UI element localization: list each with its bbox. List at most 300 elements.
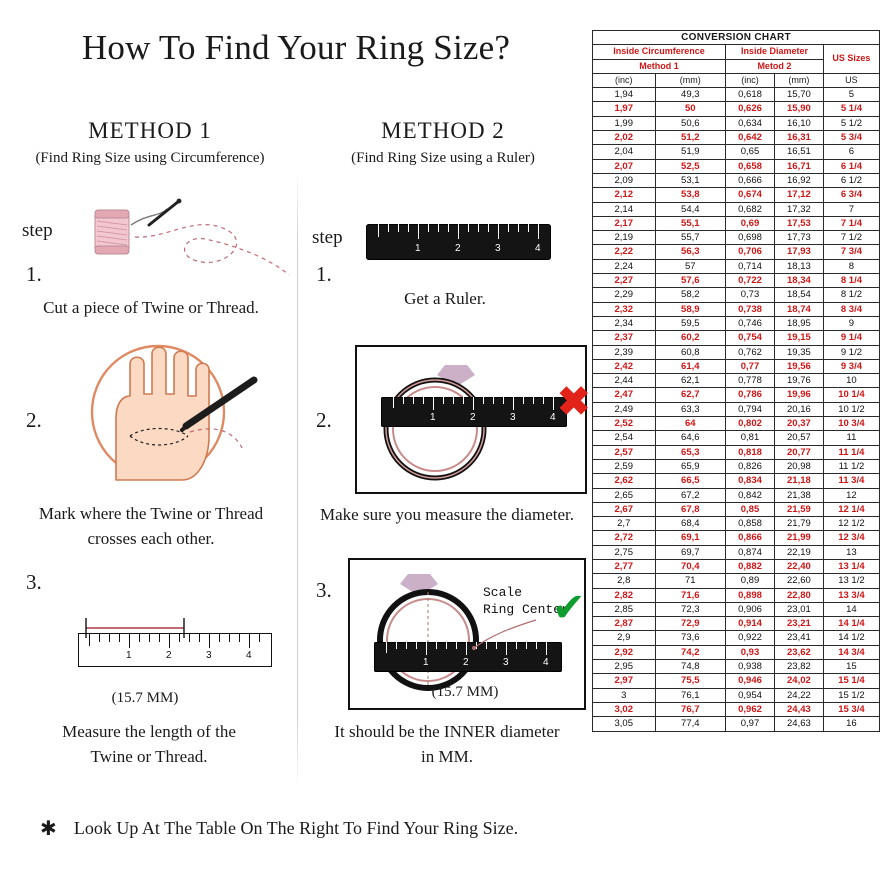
table-row (593, 459, 880, 473)
table-cell-col-2: 72,3 (655, 602, 726, 616)
table-cell-col-3: 0,706 (726, 245, 775, 259)
table-cell-col-2: 64 (655, 417, 726, 431)
table-cell-col-5: 11 3/4 (823, 474, 879, 488)
table-row (593, 531, 880, 545)
ruler-number-3: 3 (206, 650, 212, 661)
table-cell-col-1: 2,72 (593, 531, 656, 545)
table-cell-col-2: 59,5 (655, 316, 726, 330)
table-cell-col-1: 2,19 (593, 231, 656, 245)
table-row (593, 474, 880, 488)
table-cell-col-4: 22,60 (774, 574, 823, 588)
table-cell-col-5: 6 1/4 (823, 159, 879, 173)
table-cell-col-4: 20,37 (774, 417, 823, 431)
table-cell-col-2: 70,4 (655, 559, 726, 573)
table-cell-col-2: 50 (655, 102, 726, 116)
table-cell-col-5: 5 1/2 (823, 116, 879, 130)
table-cell-col-1: 2,12 (593, 188, 656, 202)
table-cell-col-1: 1,94 (593, 88, 656, 102)
table-cell-col-1: 2,7 (593, 517, 656, 531)
table-row (593, 488, 880, 502)
table-cell-col-5: 6 (823, 145, 879, 159)
table-cell-col-1: 2,97 (593, 674, 656, 688)
table-cell-col-5: 11 1/4 (823, 445, 879, 459)
table-cell-col-5: 8 (823, 259, 879, 273)
method-2-step-1-number: 1. (316, 262, 332, 286)
ruler-number-1: 1 (126, 650, 132, 661)
table-cell-col-4: 21,38 (774, 488, 823, 502)
table-cell-col-5: 13 1/2 (823, 574, 879, 588)
sub-header-method-1: Method 1 (593, 59, 726, 73)
chart-title: CONVERSION CHART (593, 31, 880, 45)
table-cell-col-3: 0,754 (726, 331, 775, 345)
conversion-table-body (593, 88, 880, 731)
table-cell-col-1: 1,99 (593, 116, 656, 130)
ruler-number-1: 1 (430, 412, 436, 423)
table-cell-col-2: 76,7 (655, 702, 726, 716)
table-cell-col-4: 22,80 (774, 588, 823, 602)
method-1-step-3-caption-line1: Measure the length of the (62, 722, 236, 741)
table-cell-col-1: 3,02 (593, 702, 656, 716)
table-cell-col-5: 8 1/4 (823, 274, 879, 288)
table-cell-col-2: 61,4 (655, 359, 726, 373)
table-cell-col-3: 0,962 (726, 702, 775, 716)
table-cell-col-5: 15 1/2 (823, 688, 879, 702)
method-2-header (298, 118, 588, 167)
table-cell-col-5: 7 1/2 (823, 231, 879, 245)
table-cell-col-1: 2,29 (593, 288, 656, 302)
table-cell-col-2: 52,5 (655, 159, 726, 173)
table-cell-col-4: 16,31 (774, 131, 823, 145)
table-cell-col-2: 54,4 (655, 202, 726, 216)
method-2-measure-label: (15.7 MM) (431, 684, 499, 700)
unit-inc-1: (inc) (593, 73, 656, 87)
table-cell-col-1: 2,92 (593, 645, 656, 659)
table-cell-col-3: 0,77 (726, 359, 775, 373)
table-cell-col-1: 2,85 (593, 602, 656, 616)
table-cell-col-4: 16,92 (774, 173, 823, 187)
method-1-step-3-number: 3. (26, 570, 42, 594)
table-cell-col-4: 17,53 (774, 216, 823, 230)
table-cell-col-2: 65,9 (655, 459, 726, 473)
table-row (593, 345, 880, 359)
table-row (593, 374, 880, 388)
table-cell-col-1: 2,44 (593, 374, 656, 388)
table-cell-col-4: 23,82 (774, 660, 823, 674)
table-row (593, 88, 880, 102)
table-cell-col-5: 15 1/4 (823, 674, 879, 688)
table-cell-col-2: 63,3 (655, 402, 726, 416)
method-2-subtitle: (Find Ring Size using a Ruler) (351, 150, 535, 166)
table-row (593, 102, 880, 116)
table-cell-col-2: 73,6 (655, 631, 726, 645)
table-cell-col-5: 10 3/4 (823, 417, 879, 431)
table-cell-col-5: 8 1/2 (823, 288, 879, 302)
table-cell-col-4: 19,56 (774, 359, 823, 373)
table-row (593, 274, 880, 288)
table-cell-col-2: 53,1 (655, 173, 726, 187)
group-header-circumference: Inside Circumference (593, 45, 726, 59)
table-cell-col-1: 2,95 (593, 660, 656, 674)
table-row (593, 173, 880, 187)
table-cell-col-4: 19,96 (774, 388, 823, 402)
table-cell-col-5: 7 (823, 202, 879, 216)
table-cell-col-4: 17,93 (774, 245, 823, 259)
table-row (593, 116, 880, 130)
table-row (593, 145, 880, 159)
table-cell-col-1: 2,47 (593, 388, 656, 402)
table-cell-col-1: 2,77 (593, 559, 656, 573)
ruler-number-1: 1 (423, 657, 429, 668)
ruler-number-2: 2 (463, 657, 469, 668)
method-1-title: METHOD 1 (88, 118, 212, 143)
method-1-measure-label: (15.7 MM) (111, 690, 179, 706)
table-cell-col-1: 2,04 (593, 145, 656, 159)
table-cell-col-5: 13 (823, 545, 879, 559)
table-cell-col-3: 0,738 (726, 302, 775, 316)
table-cell-col-1: 2,62 (593, 474, 656, 488)
table-cell-col-4: 22,40 (774, 559, 823, 573)
table-row (593, 388, 880, 402)
table-cell-col-1: 2,65 (593, 488, 656, 502)
table-cell-col-5: 12 1/2 (823, 517, 879, 531)
table-row (593, 402, 880, 416)
table-cell-col-4: 18,54 (774, 288, 823, 302)
sub-header-method-2: Metod 2 (726, 59, 824, 73)
table-cell-col-4: 17,73 (774, 231, 823, 245)
table-cell-col-2: 62,7 (655, 388, 726, 402)
method-2-step-3-number: 3. (316, 578, 332, 602)
table-cell-col-2: 71,6 (655, 588, 726, 602)
table-cell-col-4: 21,79 (774, 517, 823, 531)
table-cell-col-4: 23,21 (774, 617, 823, 631)
table-row (593, 717, 880, 731)
table-cell-col-1: 2,22 (593, 245, 656, 259)
ruler-number-2: 2 (166, 650, 172, 661)
ruler-number-2: 2 (455, 243, 461, 254)
table-row (593, 288, 880, 302)
table-cell-col-5: 15 3/4 (823, 702, 879, 716)
table-cell-col-4: 21,18 (774, 474, 823, 488)
table-cell-col-4: 20,77 (774, 445, 823, 459)
conversion-table (592, 30, 880, 732)
ruler-number-4: 4 (543, 657, 549, 668)
table-cell-col-4: 15,90 (774, 102, 823, 116)
table-row (593, 645, 880, 659)
table-row (593, 602, 880, 616)
conversion-chart (592, 30, 882, 732)
table-cell-col-4: 18,95 (774, 316, 823, 330)
table-cell-col-3: 0,722 (726, 274, 775, 288)
table-cell-col-2: 57,6 (655, 274, 726, 288)
table-cell-col-1: 2,24 (593, 259, 656, 273)
footnote-text: Look Up At The Table On The Right To Find Your Ring Size. (73, 818, 519, 838)
table-cell-col-2: 74,8 (655, 660, 726, 674)
table-row (593, 674, 880, 688)
table-cell-col-5: 14 1/4 (823, 617, 879, 631)
table-cell-col-4: 19,76 (774, 374, 823, 388)
table-cell-col-3: 0,682 (726, 202, 775, 216)
table-row (593, 431, 880, 445)
table-row (593, 417, 880, 431)
table-cell-col-3: 0,834 (726, 474, 775, 488)
table-cell-col-2: 58,2 (655, 288, 726, 302)
table-cell-col-3: 0,914 (726, 617, 775, 631)
table-cell-col-5: 12 1/4 (823, 502, 879, 516)
table-cell-col-1: 2,17 (593, 216, 656, 230)
table-cell-col-2: 75,5 (655, 674, 726, 688)
table-cell-col-1: 2,8 (593, 574, 656, 588)
table-cell-col-1: 2,54 (593, 431, 656, 445)
table-cell-col-4: 19,15 (774, 331, 823, 345)
table-cell-col-4: 23,01 (774, 602, 823, 616)
ruler-number-3: 3 (503, 657, 509, 668)
table-row (593, 245, 880, 259)
table-cell-col-2: 55,7 (655, 231, 726, 245)
twine-spool-illustration (75, 195, 305, 305)
table-cell-col-5: 9 1/2 (823, 345, 879, 359)
method-2-ruler (366, 224, 551, 260)
table-cell-col-1: 2,57 (593, 445, 656, 459)
unit-us: US (823, 73, 879, 87)
table-cell-col-3: 0,65 (726, 145, 775, 159)
table-cell-col-3: 0,89 (726, 574, 775, 588)
method-1-step-word: step (22, 220, 53, 241)
hand-measure-illustration (66, 340, 276, 500)
table-cell-col-2: 51,9 (655, 145, 726, 159)
method-1-header (5, 118, 295, 167)
table-row (593, 588, 880, 602)
table-cell-col-1: 2,32 (593, 302, 656, 316)
table-cell-col-3: 0,906 (726, 602, 775, 616)
table-cell-col-5: 16 (823, 717, 879, 731)
table-cell-col-2: 62,1 (655, 374, 726, 388)
table-cell-col-4: 24,43 (774, 702, 823, 716)
table-cell-col-4: 22,19 (774, 545, 823, 559)
table-cell-col-3: 0,826 (726, 459, 775, 473)
table-cell-col-4: 16,10 (774, 116, 823, 130)
table-row (593, 688, 880, 702)
ruler-number-3: 3 (510, 412, 516, 423)
table-row (593, 259, 880, 273)
table-row (593, 331, 880, 345)
table-row (593, 631, 880, 645)
method-2-step-word: step (312, 227, 343, 248)
table-cell-col-3: 0,778 (726, 374, 775, 388)
table-cell-col-3: 0,85 (726, 502, 775, 516)
table-cell-col-4: 18,34 (774, 274, 823, 288)
table-cell-col-5: 5 (823, 88, 879, 102)
table-cell-col-3: 0,874 (726, 545, 775, 559)
table-row (593, 545, 880, 559)
table-cell-col-3: 0,93 (726, 645, 775, 659)
table-cell-col-1: 2,87 (593, 617, 656, 631)
table-row (593, 702, 880, 716)
table-cell-col-5: 9 3/4 (823, 359, 879, 373)
table-cell-col-2: 60,8 (655, 345, 726, 359)
table-row (593, 502, 880, 516)
scale-label-line1: Scale (483, 585, 523, 600)
correct-mark-icon: ✔ (552, 586, 586, 630)
table-cell-col-1: 2,14 (593, 202, 656, 216)
table-cell-col-5: 10 (823, 374, 879, 388)
table-cell-col-1: 2,09 (593, 173, 656, 187)
table-cell-col-1: 2,42 (593, 359, 656, 373)
table-cell-col-3: 0,858 (726, 517, 775, 531)
table-cell-col-2: 69,7 (655, 545, 726, 559)
table-row (593, 202, 880, 216)
method-2-step-2-caption: Make sure you measure the diameter. (320, 505, 574, 524)
table-cell-col-2: 66,5 (655, 474, 726, 488)
table-cell-col-3: 0,634 (726, 116, 775, 130)
table-cell-col-2: 57 (655, 259, 726, 273)
table-cell-col-1: 2,37 (593, 331, 656, 345)
unit-inc-2: (inc) (726, 73, 775, 87)
ruler-number-2: 2 (470, 412, 476, 423)
table-cell-col-4: 20,98 (774, 459, 823, 473)
table-cell-col-4: 17,32 (774, 202, 823, 216)
table-cell-col-5: 12 3/4 (823, 531, 879, 545)
table-cell-col-2: 60,2 (655, 331, 726, 345)
table-cell-col-2: 49,3 (655, 88, 726, 102)
table-cell-col-5: 9 1/4 (823, 331, 879, 345)
table-cell-col-2: 68,4 (655, 517, 726, 531)
method-1-step-2-caption-line2: crosses each other. (87, 529, 215, 548)
table-cell-col-4: 20,16 (774, 402, 823, 416)
table-cell-col-3: 0,954 (726, 688, 775, 702)
table-cell-col-5: 7 3/4 (823, 245, 879, 259)
table-cell-col-5: 11 (823, 431, 879, 445)
table-cell-col-5: 10 1/4 (823, 388, 879, 402)
group-header-diameter: Inside Diameter (726, 45, 824, 59)
table-row (593, 131, 880, 145)
table-cell-col-3: 0,746 (726, 316, 775, 330)
table-cell-col-3: 0,658 (726, 159, 775, 173)
method-1-step-3-caption-line2: Twine or Thread. (90, 747, 208, 766)
table-cell-col-2: 51,2 (655, 131, 726, 145)
table-cell-col-2: 65,3 (655, 445, 726, 459)
method-2-step-3-caption-line1: It should be the INNER diameter (334, 722, 560, 741)
table-cell-col-5: 6 3/4 (823, 188, 879, 202)
table-cell-col-3: 0,626 (726, 102, 775, 116)
table-cell-col-1: 2,67 (593, 502, 656, 516)
method-1-step-1-number: 1. (26, 262, 42, 286)
table-cell-col-4: 19,35 (774, 345, 823, 359)
table-cell-col-4: 18,13 (774, 259, 823, 273)
table-row (593, 660, 880, 674)
table-cell-col-1: 2,9 (593, 631, 656, 645)
table-cell-col-5: 11 1/2 (823, 459, 879, 473)
ruler-number-4: 4 (550, 412, 556, 423)
table-cell-col-3: 0,938 (726, 660, 775, 674)
table-row (593, 617, 880, 631)
table-cell-col-5: 5 3/4 (823, 131, 879, 145)
table-cell-col-2: 72,9 (655, 617, 726, 631)
table-cell-col-4: 23,41 (774, 631, 823, 645)
table-cell-col-3: 0,946 (726, 674, 775, 688)
table-cell-col-1: 2,49 (593, 402, 656, 416)
table-cell-col-1: 2,82 (593, 588, 656, 602)
table-cell-col-1: 2,39 (593, 345, 656, 359)
table-cell-col-4: 24,22 (774, 688, 823, 702)
table-cell-col-5: 13 3/4 (823, 588, 879, 602)
table-cell-col-4: 17,12 (774, 188, 823, 202)
method-1-step-2-caption-line1: Mark where the Twine or Thread (38, 504, 264, 523)
table-cell-col-4: 24,02 (774, 674, 823, 688)
table-row (593, 517, 880, 531)
table-cell-col-5: 8 3/4 (823, 302, 879, 316)
table-row (593, 559, 880, 573)
ruler-number-1: 1 (415, 243, 421, 254)
table-cell-col-1: 3,05 (593, 717, 656, 731)
table-cell-col-5: 14 1/2 (823, 631, 879, 645)
wrong-mark-icon: ✖ (557, 380, 591, 424)
table-cell-col-4: 21,59 (774, 502, 823, 516)
table-cell-col-4: 23,62 (774, 645, 823, 659)
table-cell-col-2: 53,8 (655, 188, 726, 202)
table-cell-col-1: 2,59 (593, 459, 656, 473)
table-cell-col-5: 7 1/4 (823, 216, 879, 230)
table-cell-col-3: 0,898 (726, 588, 775, 602)
method-2-title: METHOD 2 (381, 118, 505, 143)
table-cell-col-1: 2,34 (593, 316, 656, 330)
footnote-star-icon: ✱ (40, 818, 57, 840)
table-row (593, 302, 880, 316)
table-cell-col-5: 5 1/4 (823, 102, 879, 116)
table-cell-col-3: 0,802 (726, 417, 775, 431)
table-cell-col-1: 2,02 (593, 131, 656, 145)
table-cell-col-3: 0,762 (726, 345, 775, 359)
table-cell-col-1: 2,75 (593, 545, 656, 559)
table-cell-col-2: 74,2 (655, 645, 726, 659)
method-2-step-1-caption: Get a Ruler. (404, 289, 486, 308)
table-cell-col-2: 67,2 (655, 488, 726, 502)
table-cell-col-3: 0,794 (726, 402, 775, 416)
table-cell-col-3: 0,81 (726, 431, 775, 445)
page-title: How To Find Your Ring Size? (81, 28, 511, 67)
method-1-subtitle: (Find Ring Size using Circumference) (35, 150, 265, 166)
method-1-step-2-number: 2. (26, 408, 42, 432)
table-row (593, 316, 880, 330)
table-cell-col-3: 0,842 (726, 488, 775, 502)
thread-segment (74, 612, 274, 642)
table-cell-col-4: 18,74 (774, 302, 823, 316)
table-cell-col-5: 10 1/2 (823, 402, 879, 416)
table-cell-col-5: 14 3/4 (823, 645, 879, 659)
table-cell-col-5: 14 (823, 602, 879, 616)
table-cell-col-3: 0,922 (726, 631, 775, 645)
table-row (593, 574, 880, 588)
unit-mm-1: (mm) (655, 73, 726, 87)
table-cell-col-3: 0,73 (726, 288, 775, 302)
ruler-number-3: 3 (495, 243, 501, 254)
table-cell-col-3: 0,666 (726, 173, 775, 187)
table-cell-col-4: 21,99 (774, 531, 823, 545)
table-cell-col-2: 76,1 (655, 688, 726, 702)
table-cell-col-5: 6 1/2 (823, 173, 879, 187)
table-cell-col-3: 0,618 (726, 88, 775, 102)
table-row (593, 216, 880, 230)
table-cell-col-4: 16,71 (774, 159, 823, 173)
ruler-number-4: 4 (535, 243, 541, 254)
table-cell-col-3: 0,818 (726, 445, 775, 459)
table-cell-col-1: 1,97 (593, 102, 656, 116)
table-cell-col-2: 64,6 (655, 431, 726, 445)
table-row (593, 359, 880, 373)
table-cell-col-1: 2,27 (593, 274, 656, 288)
table-row (593, 231, 880, 245)
table-row (593, 445, 880, 459)
table-cell-col-3: 0,866 (726, 531, 775, 545)
